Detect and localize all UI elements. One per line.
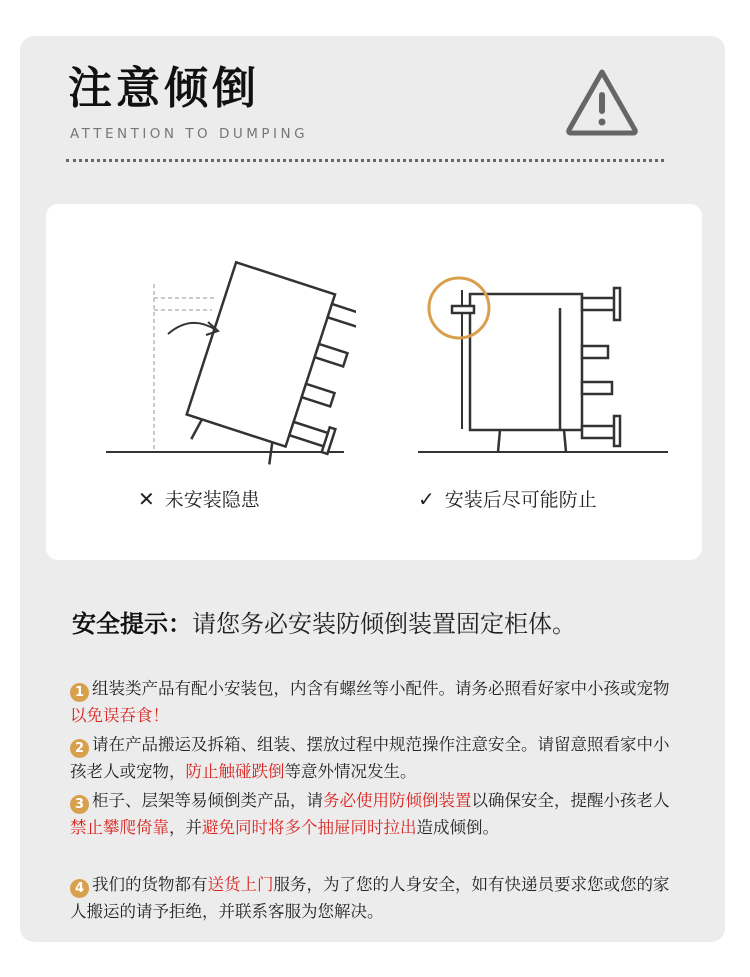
- tip-highlight-text: 禁止攀爬倚靠: [70, 818, 169, 837]
- tip-highlight-text: 务必使用防倾倒装置: [323, 791, 472, 810]
- uninstalled-risk-caption: [138, 485, 260, 512]
- tip-highlight-text: 以免误吞食！: [70, 706, 169, 725]
- tip-text: 柜子、层架等易倾倒类产品，请: [92, 791, 323, 810]
- tip-highlight-text: 防止触碰跌倒: [185, 762, 285, 781]
- tip-item-4: [70, 871, 680, 925]
- tip-text: 我们的货物都有: [92, 875, 208, 894]
- tip-item-3: [70, 787, 680, 841]
- installed-prevention-caption: [418, 485, 597, 512]
- tip-text: 请在产品搬运及拆箱、组装、摆放过程中规范操作注意安全。请留意照看家中小孩老人或宠物，: [70, 735, 670, 781]
- tip-text: 等意外情况发生。: [284, 762, 417, 781]
- tip-text: 造成倾倒。: [416, 818, 499, 837]
- illustration-panel: [46, 204, 702, 560]
- attention-card: [20, 36, 725, 942]
- tip-text: ，并: [169, 818, 202, 837]
- tip-number-badge: 3: [70, 795, 89, 814]
- dotted-divider: [66, 159, 664, 162]
- safety-notice-label: 安全提示：: [72, 610, 192, 638]
- page-subtitle: ATTENTION TO DUMPING: [70, 126, 309, 142]
- tip-highlight-text: 送货上门: [207, 875, 274, 894]
- tip-text: 服务，为了您的人身安全，如有快递员要求您或您的家人搬运的请予拒绝，并联系客服为您解决。: [70, 875, 670, 921]
- tip-text: 组装类产品有配小安装包，内含有螺丝等小配件。请务必照看好家中小孩或宠物: [92, 679, 670, 698]
- safety-notice: [72, 604, 576, 639]
- tip-number-badge: 4: [70, 879, 89, 898]
- installed-cabinet-illustration: [396, 234, 676, 474]
- page-title: 注意倾倒: [68, 63, 260, 114]
- tip-item-2: [70, 731, 680, 785]
- uninstalled-risk-label: 未安装隐患: [164, 489, 260, 511]
- warning-triangle-icon: [563, 66, 641, 138]
- check-icon: ✓: [418, 486, 435, 511]
- installed-prevention-label: 安装后尽可能防止: [444, 489, 597, 511]
- tip-highlight-text: 避免同时将多个抽屉同时拉出: [202, 818, 417, 837]
- safety-notice-text: 请您务必安装防倾倒装置固定柜体。: [192, 610, 576, 638]
- tip-number-badge: 2: [70, 739, 89, 758]
- tip-item-1: [70, 675, 680, 729]
- tip-text: 以确保安全，提醒小孩老人: [471, 791, 670, 810]
- cross-icon: ✕: [138, 486, 155, 511]
- tipping-cabinet-illustration: [86, 234, 356, 474]
- tip-number-badge: 1: [70, 683, 89, 702]
